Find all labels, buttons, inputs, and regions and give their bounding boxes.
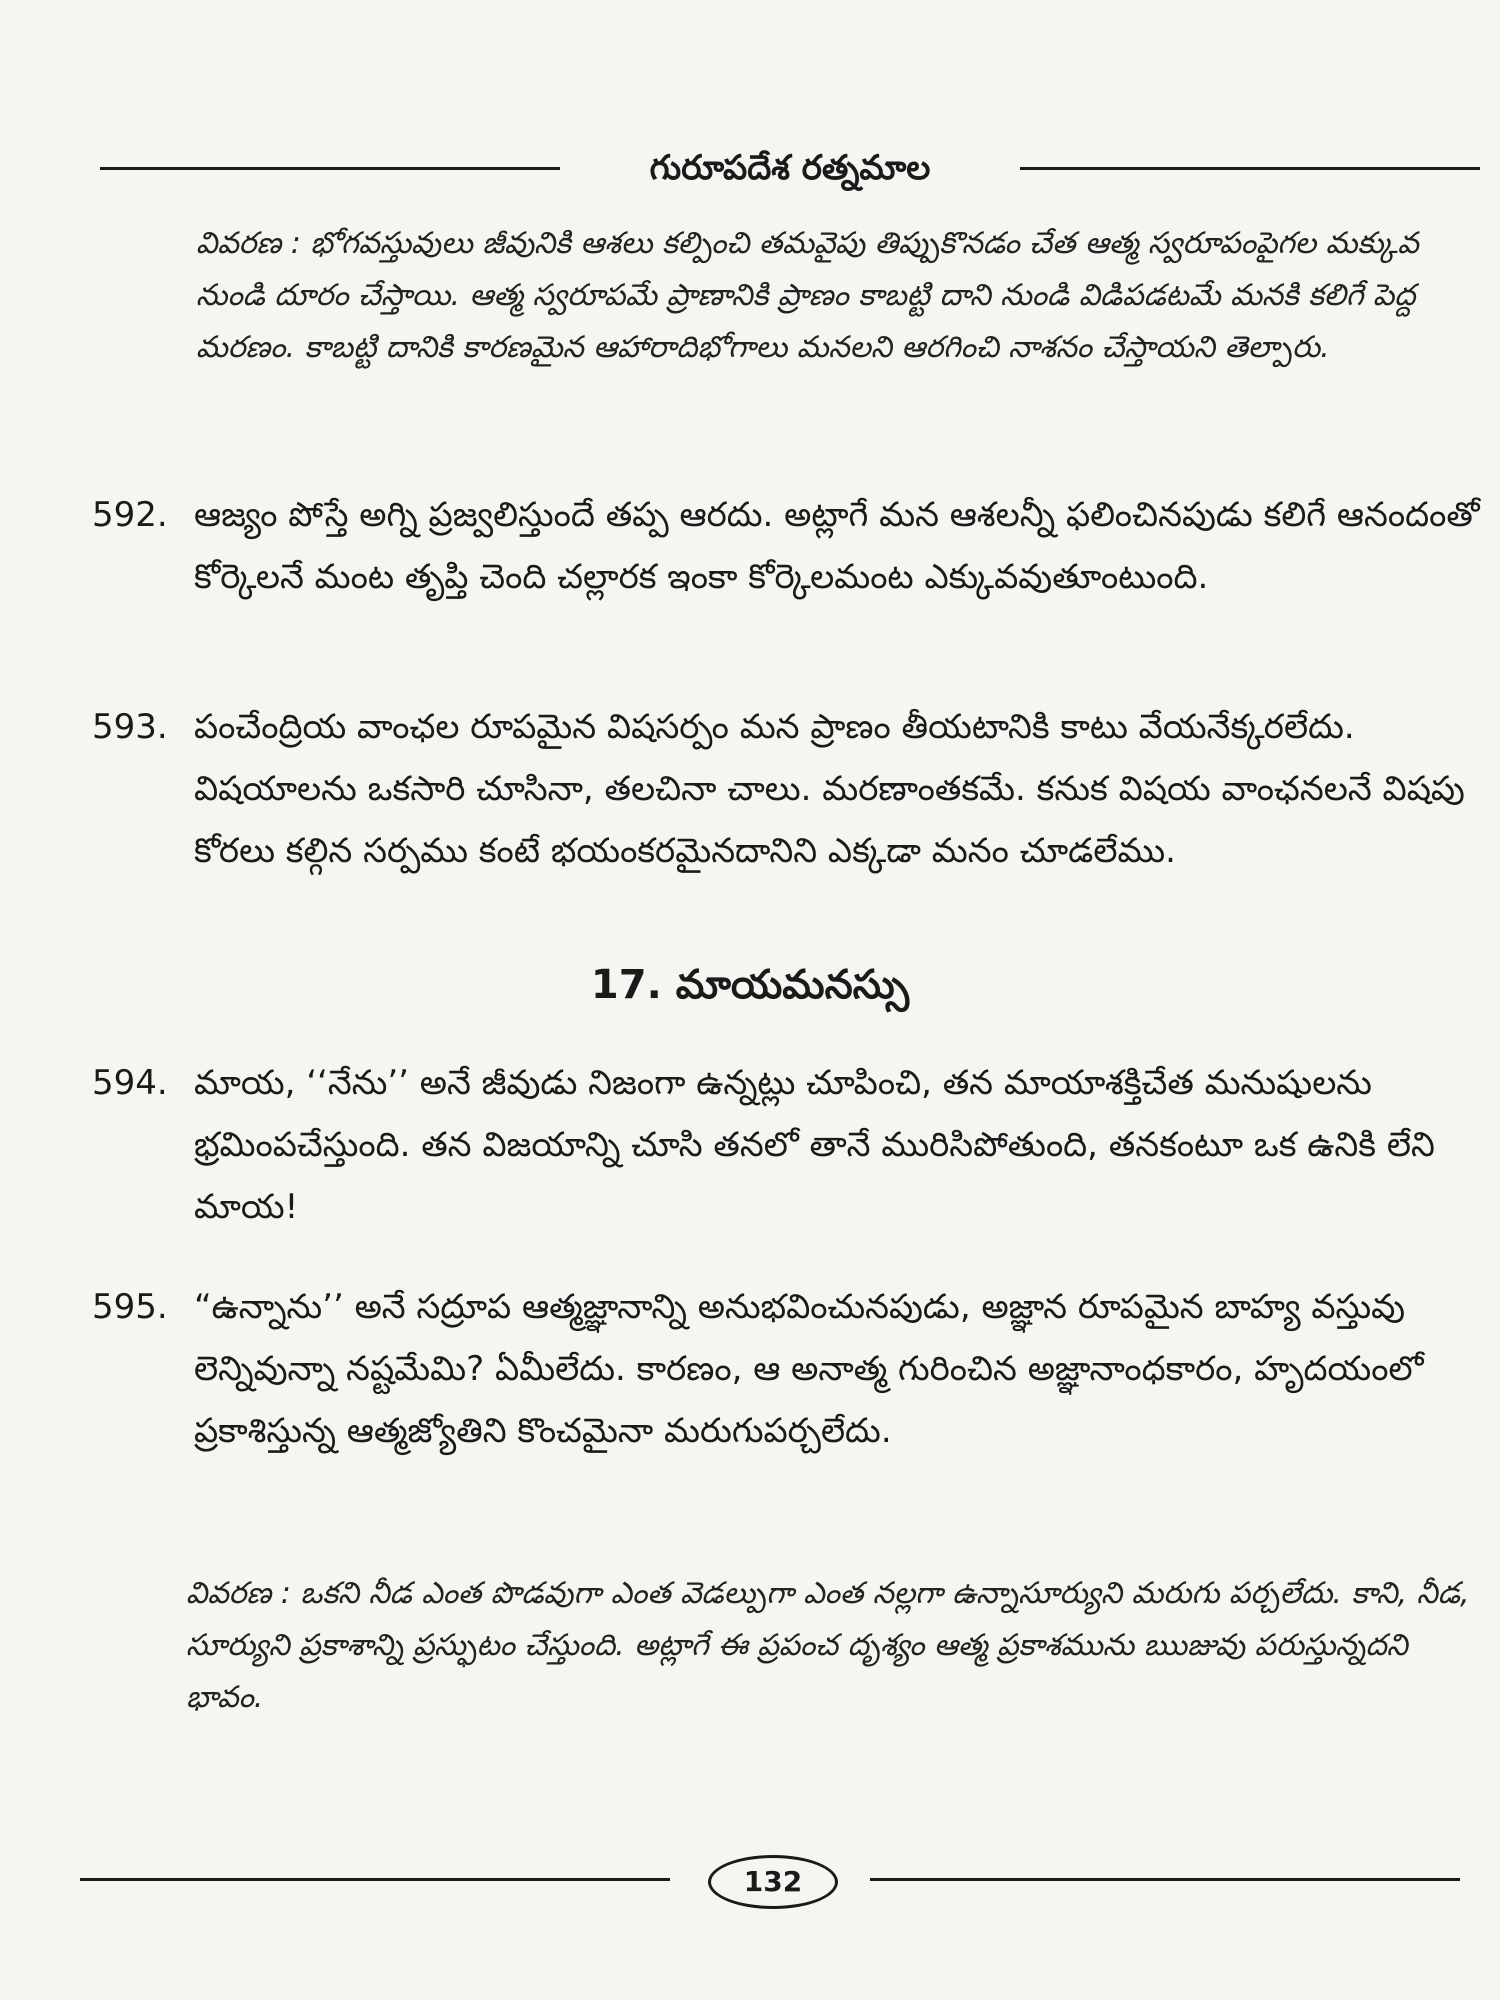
verse-text: ఆజ్యం పోస్తే అగ్ని ప్రజ్వలిస్తుందే తప్ప ఆరదు. అట్లాగే మన ఆశలన్నీ ఫలించినపుడు కలిగే ఆనందంతో కోర్కెలనే మంట తృప్తి చెంది చల్లారక ఇంకా కోర్కెలమంట ఎక్కువవుతూంటుంది. [194, 495, 1480, 597]
verse-text: మాయ, ‘‘నేను’’ అనే జీవుడు నిజంగా ఉన్నట్లు చూపించి, తన మాయాశక్తిచేత మనుషులను భ్రమింపచేస్తుంది. తన విజయాన్ని చూసి తనలో తానే మురిసిపోతుంది, తనకంటూ ఒక ఉనికి లేని మాయ! [194, 1063, 1435, 1227]
explanation-text-1: వివరణ : భోగవస్తువులు జీవునికి ఆశలు కల్పించి తమవైపు తిప్పుకొనడం చేత ఆత్మ స్వరూపంపైగల మక్కువ నుండి దూరం చేస్తాయి. ఆత్మ స్వరూపమే ప్రాణానికి ప్రాణం కాబట్టి దాని నుండి విడిపడటమే మనకి కలిగే పెద్ద మరణం. కాబట్టి దానికి కారణమైన ఆహారాదిభోగాలు మనలని ఆరగించి నాశనం చేస్తాయని తెల్పారు. [196, 226, 1419, 365]
section-heading: 17. మాయమనస్సు [590, 962, 910, 1008]
verse-595 [92, 1276, 1482, 1462]
page-header [100, 140, 1480, 200]
explanation-paragraph-2 [186, 1568, 1482, 1724]
verse-number: 592. [92, 495, 168, 535]
page-number: 132 [708, 1855, 838, 1909]
verse-number: 593. [92, 707, 168, 747]
verse-number: 595. [92, 1287, 168, 1327]
header-rule-right [1020, 167, 1480, 170]
book-title: గురూపదేశ రత్నమాల [649, 148, 931, 188]
verse-text: “ఉన్నాను’’ అనే సద్రూప ఆత్మజ్ఞానాన్ని అనుభవించునపుడు, అజ్ఞాన రూపమైన బాహ్య వస్తువు లెన్నివున్నా నష్టమేమి? ఏమీలేదు. కారణం, ఆ అనాత్మ గురించిన అజ్ఞానాంధకారం, హృదయంలో ప్రకాశిస్తున్న ఆత్మజ్యోతిని కొంచమైనా మరుగుపర్చలేదు. [194, 1287, 1424, 1451]
verse-text: పంచేంద్రియ వాంఛల రూపమైన విషసర్పం మన ప్రాణం తీయటానికి కాటు వేయనేక్కరలేదు. విషయాలను ఒకసారి చూసినా, తలచినా చాలు. మరణాంతకమే. కనుక విషయ వాంఛనలనే విషపు కోరలు కల్గిన సర్పము కంటే భయంకరమైనదానిని ఎక్కడా మనం చూడలేము. [194, 707, 1465, 871]
verse-593 [92, 696, 1482, 882]
verse-594 [92, 1052, 1482, 1238]
verse-592 [92, 484, 1482, 608]
footer-rule-left [80, 1878, 670, 1881]
header-rule-left [100, 167, 560, 170]
page-footer [80, 1855, 1460, 1915]
footer-rule-right [870, 1878, 1460, 1881]
explanation-text-2: వివరణ : ఒకని నీడ ఎంత పొడవుగా ఎంత వెడల్పుగా ఎంత నల్లగా ఉన్నాసూర్యుని మరుగు పర్చలేదు. కాని, నీడ, సూర్యుని ప్రకాశాన్ని ప్రస్ఫుటం చేస్తుంది. అట్లాగే ఈ ప్రపంచ దృశ్యం ఆత్మ ప్రకాశమును ఋజువు పరుస్తున్నదని భావం. [186, 1576, 1470, 1715]
verse-number: 594. [92, 1063, 168, 1103]
explanation-paragraph-1 [196, 218, 1482, 374]
